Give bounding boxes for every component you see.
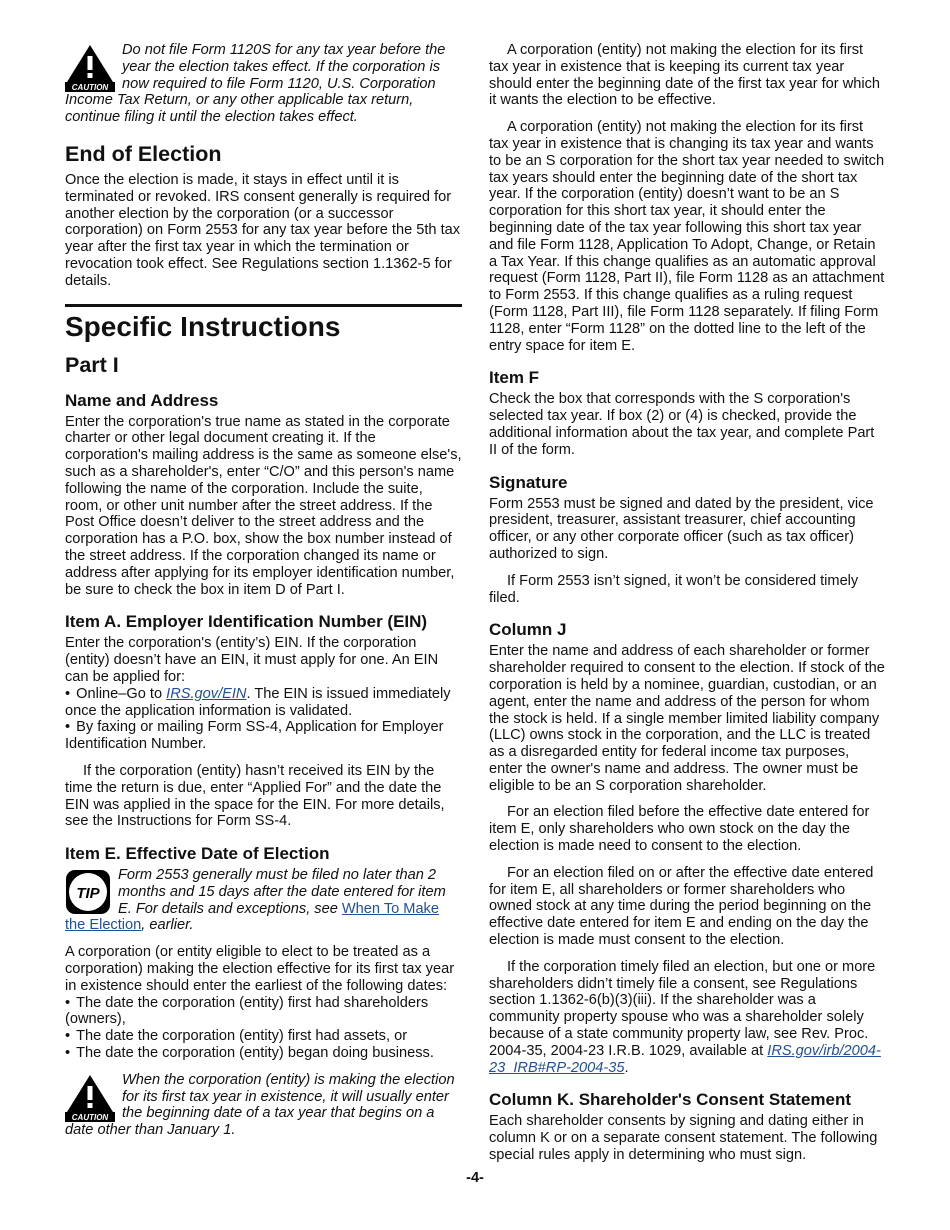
right-paragraph-1: A corporation (entity) not making the election for its first tax year in existence that is keeping its current tax year should enter the beginning date of the first tax year for which it wants the election to be effective. — [489, 42, 881, 109]
item-a-text-2: If the corporation (entity) hasn’t received its EIN by the time the return is due, enter “Applied For” and the date the EIN was applied in the space for the EIN. For more details, see the Instructions for Form SS-4. — [65, 762, 445, 830]
caution-icon-label: CAUTION — [71, 83, 109, 92]
caution-notice-2 — [65, 1072, 462, 1139]
tip-icon-label: TIP — [76, 885, 100, 903]
item-a-intro: Enter the corporation's (entity’s) EIN. If the corporation (entity) doesn’t have an EIN, it must apply for one. An EIN can be applied for: — [65, 635, 439, 685]
item-a-bullet-2-text: By faxing or mailing Form SS-4, Application for Employer Identification Number. — [65, 719, 444, 753]
heading-item-e: Item E. Effective Date of Election — [65, 844, 330, 864]
item-a-bullet-2 — [65, 719, 462, 753]
column-k-text: Each shareholder consents by signing and dating either in column K or on a separate consent statement. The following special rules apply in determining who must sign. — [489, 1113, 878, 1164]
caution-notice-1 — [65, 42, 462, 126]
right-paragraph-2: A corporation (entity) not making the election for its first tax year in existence that is changing its tax year and wants to be an S corporation for the short tax year needed to switch tax years should enter the beginning date of the short tax year. If the corporation (entity) doesn’t want to be an S corporation for this short tax year, it should enter the beginning date of the tax year following this short tax year and file Form 1128, Application To Adopt, Change, or Retain a Tax Year. If this change qualifies as an automatic approval request (Form 1128, Part II), file Form 1128 as an attachment to Form 2553. If this change qualifies as a ruling request (Form 1128, Part III), file Form 1128 separately. If filing Form 1128, enter “Form 1128” on the dotted line to the left of the entry space for item E. — [489, 119, 885, 354]
heading-part-1: Part I — [65, 352, 119, 377]
heading-item-f: Item F — [489, 368, 540, 388]
tip-text-post: , earlier. — [141, 917, 194, 934]
signature-text-2: If Form 2553 isn’t signed, it won’t be considered timely filed. — [489, 572, 859, 606]
heading-item-a: Item A. Employer Identification Number (EIN) — [65, 612, 428, 632]
item-a-bullet-1 — [65, 686, 462, 720]
column-j-text-4-pre: If the corporation timely filed an election, but one or more shareholders didn’t timely file a consent, see Regulations section 1.1362-6(b)(3)(iii). If the shareholder was a community property spouse who was a shareholder solely because of a state community property law, see Rev. Proc. 2004-35, 2004-23 I.R.B. 1029, available at — [489, 958, 876, 1059]
tip-icon — [65, 869, 111, 915]
column-j-text-3: For an election filed on or after the effective date entered for item E, all shareholders or former shareholders who owned stock at any time during the period beginning on the effective date entered for item E and ending on the day the election is made must consent to the election. — [489, 864, 874, 949]
caution-text-1: Do not file Form 1120S for any tax year before the year the election takes effect. If the corporation is now required to file Form 1120, U.S. Corporation Income Tax Return, or any other applicable tax return, continue filing it until the election takes effect. — [65, 42, 446, 126]
when-to-make-election-link[interactable]: When To Make the Election — [65, 900, 439, 934]
page-number: -4- — [466, 1170, 484, 1186]
left-column — [65, 42, 462, 1149]
item-e-bullet-2 — [65, 1028, 462, 1045]
caution-icon — [65, 44, 115, 92]
heading-signature: Signature — [489, 472, 568, 492]
heading-end-of-election: End of Election — [65, 141, 222, 166]
irs-ein-link[interactable]: IRS.gov/EIN — [166, 685, 247, 702]
right-column — [489, 42, 885, 1174]
item-a-bullet-1-post: . The EIN is issued immediately once the application information is validated. — [65, 685, 451, 719]
item-e-bullet-2-text: The date the corporation (entity) first had assets, or — [76, 1028, 408, 1045]
item-e-bullet-3-text: The date the corporation (entity) began doing business. — [76, 1045, 434, 1062]
end-of-election-text: Once the election is made, it stays in effect until it is terminated or revoked. IRS consent generally is required for another election by the corporation (or a successor corporation) on Form 2553 for any tax year before the 5th tax year after the first tax year in which the termination or revocation took effect. See Regulations section 1.1362-5 for details. — [65, 171, 461, 289]
heading-name-and-address: Name and Address — [65, 390, 219, 410]
column-j-text: Enter the name and address of each shareholder or former shareholder required to consent to the election. If stock of the corporation is held by a nominee, guardian, custodian, or an agent, enter the name and address of the person for whom the stock is held. If a single member limited liability company (LLC) owns stock in the corporation, and the LLC is treated as a disregarded entity for federal income tax purposes, enter the owner's name and address. The owner must be eligible to be an S corporation shareholder. — [489, 643, 885, 794]
caution-text-2: When the corporation (entity) is making the election for its first tax year in existence, it will usually enter the beginning date of a tax year that begins on a date other than January 1. — [65, 1071, 455, 1139]
item-a-bullet-1-pre: Online–Go to — [76, 685, 167, 702]
column-j-text-4-post: . — [624, 1059, 629, 1076]
caution-icon — [65, 1074, 115, 1122]
item-e-bullet-1 — [65, 995, 462, 1029]
item-e-text: A corporation (or entity eligible to elect to be treated as a corporation) making the election effective for its first tax year in existence should enter the earliest of the following dates: — [65, 944, 455, 994]
name-address-text: Enter the corporation's true name as stated in the corporate charter or other legal document creating it. If the corporation's mailing address is the same as someone else's, such as a shareholder's, enter “C/O” and this person's name following the name of the corporation. Include the suite, room, or other unit number after the street address. If the Post Office doesn’t deliver to the street address and the corporation has a P.O. box, show the box number instead of the street address. If the corporation changed its name or address after applying for its employer identification number, be sure to check the box in item D of Part I. — [65, 413, 462, 598]
heading-column-k: Column K. Shareholder's Consent Statement — [489, 1090, 852, 1110]
tip-text-pre: Form 2553 generally must be filed no later than 2 months and 15 days after the date entered for item E. For details and exceptions, see — [118, 867, 446, 917]
tip-notice — [65, 867, 462, 934]
column-j-text-4 — [489, 959, 885, 1077]
signature-text: Form 2553 must be signed and dated by the president, vice president, treasurer, assistant treasurer, chief accounting officer, or any other corporate officer (such as tax officer) authorized to sign. — [489, 495, 874, 562]
caution-icon-label: CAUTION — [71, 1112, 109, 1122]
section-divider — [65, 304, 462, 307]
item-f-text: Check the box that corresponds with the S corporation's selected tax year. If box (2) or (4) is checked, provide the additional information about the tax year, and complete Part II of the form. — [489, 391, 875, 458]
item-e-bullet-3 — [65, 1045, 462, 1062]
column-j-text-2: For an election filed before the effective date entered for item E, only shareholders who own stock on the day the election is made need to consent to the election. — [489, 804, 870, 855]
irs-irb-link[interactable]: IRS.gov/irb/2004-23_IRB#RP-2004-35 — [489, 1042, 881, 1076]
item-e-bullet-1-text: The date the corporation (entity) first had shareholders (owners), — [65, 994, 429, 1028]
tip-text — [65, 867, 462, 934]
heading-specific-instructions: Specific Instructions — [65, 310, 341, 342]
heading-column-j: Column J — [489, 620, 567, 640]
